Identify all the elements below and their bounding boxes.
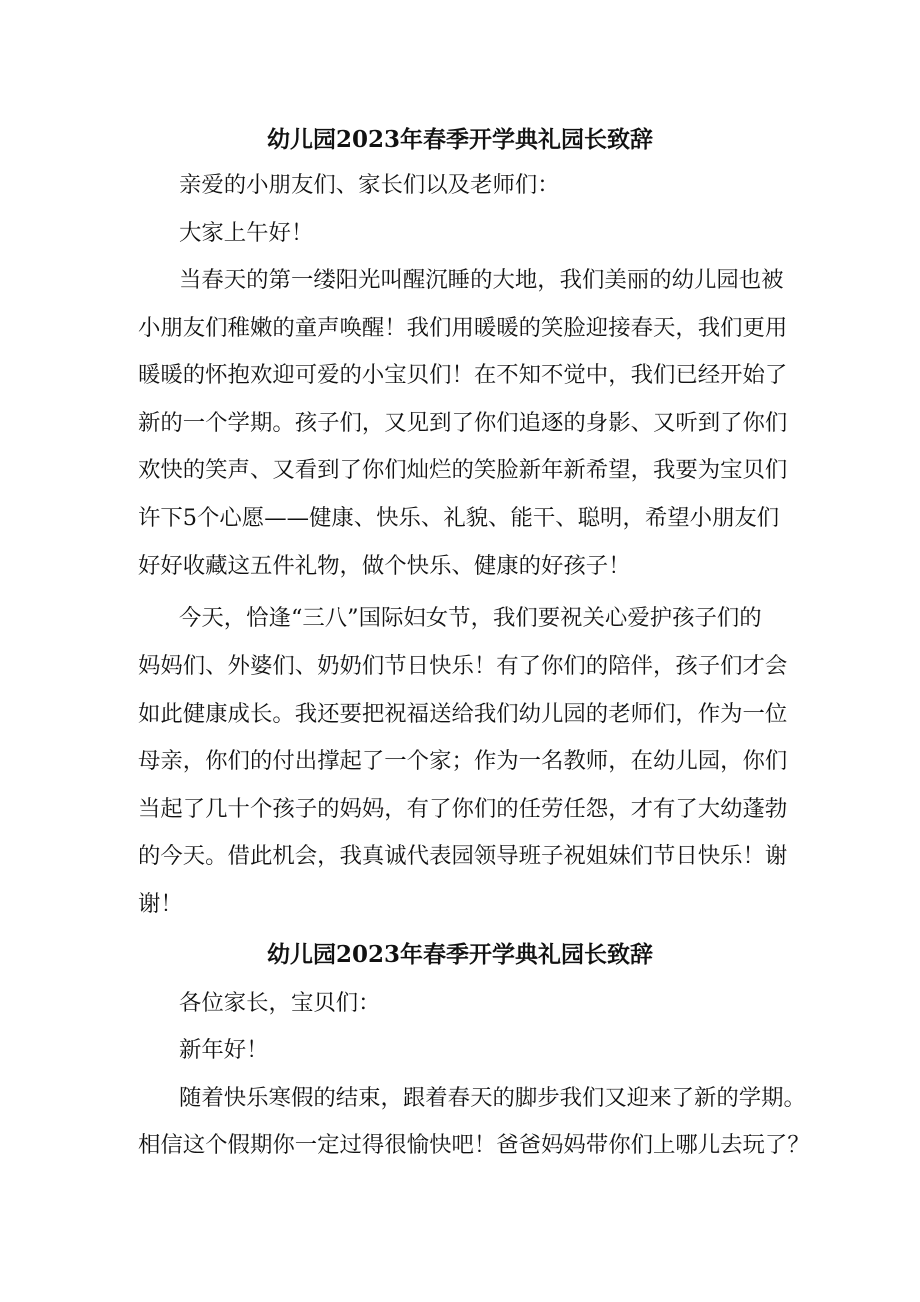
paragraph-line: 小朋友们稚嫩的童声唤醒！我们用暖暖的笑脸迎接春天，我们更用 bbox=[138, 315, 788, 341]
paragraph-line: 相信这个假期你一定过得很愉快吧！爸爸妈妈带你们上哪儿去玩了？ bbox=[138, 1132, 810, 1158]
paragraph-line: 妈妈们、外婆们、奶奶们节日快乐！有了你们的陪伴，孩子们才会 bbox=[138, 653, 788, 679]
paragraph-line: 随着快乐寒假的结束，跟着春天的脚步我们又迎来了新的学期。 bbox=[179, 1085, 806, 1111]
paragraph-line: 的今天。借此机会，我真诚代表园领导班子祝姐妹们节日快乐！谢 bbox=[138, 843, 788, 869]
paragraph-line: 新的一个学期。孩子们，又见到了你们追逐的身影、又听到了你们 bbox=[138, 410, 788, 436]
section-2-greeting: 新年好！ bbox=[179, 1037, 269, 1063]
paragraph-line: 当起了几十个孩子的妈妈，有了你们的任劳任怨，才有了大幼蓬勃 bbox=[138, 796, 788, 822]
paragraph-line: 如此健康成长。我还要把祝福送给我们幼儿园的老师们，作为一位 bbox=[138, 701, 788, 727]
paragraph-line: 欢快的笑声、又看到了你们灿烂的笑脸新年新希望，我要为宝贝们 bbox=[138, 457, 788, 483]
paragraph-line: 母亲，你们的付出撑起了一个家；作为一名教师，在幼儿园，你们 bbox=[138, 748, 788, 774]
paragraph-line: 暖暖的怀抱欢迎可爱的小宝贝们！在不知不觉中，我们已经开始了 bbox=[138, 362, 788, 388]
section-1-title: 幼儿园2023年春季开学典礼园长致辞 bbox=[266, 126, 653, 153]
section-1-greeting: 大家上午好！ bbox=[179, 220, 314, 246]
paragraph-line: 谢！ bbox=[138, 891, 183, 917]
paragraph-line: 许下5个心愿——健康、快乐、礼貌、能干、聪明，希望小朋友们 bbox=[138, 505, 780, 531]
section-2-salutation: 各位家长，宝贝们： bbox=[179, 990, 381, 1016]
section-1-salutation: 亲爱的小朋友们、家长们以及老师们： bbox=[179, 172, 560, 198]
section-2-title: 幼儿园2023年春季开学典礼园长致辞 bbox=[266, 941, 653, 968]
paragraph-line: 当春天的第一缕阳光叫醒沉睡的大地，我们美丽的幼儿园也被 bbox=[179, 267, 784, 293]
paragraph-line: 好好收藏这五件礼物，做个快乐、健康的好孩子！ bbox=[138, 553, 631, 579]
paragraph-line: 今天，恰逢“三八”国际妇女节，我们要祝关心爱护孩子们的 bbox=[179, 605, 762, 631]
